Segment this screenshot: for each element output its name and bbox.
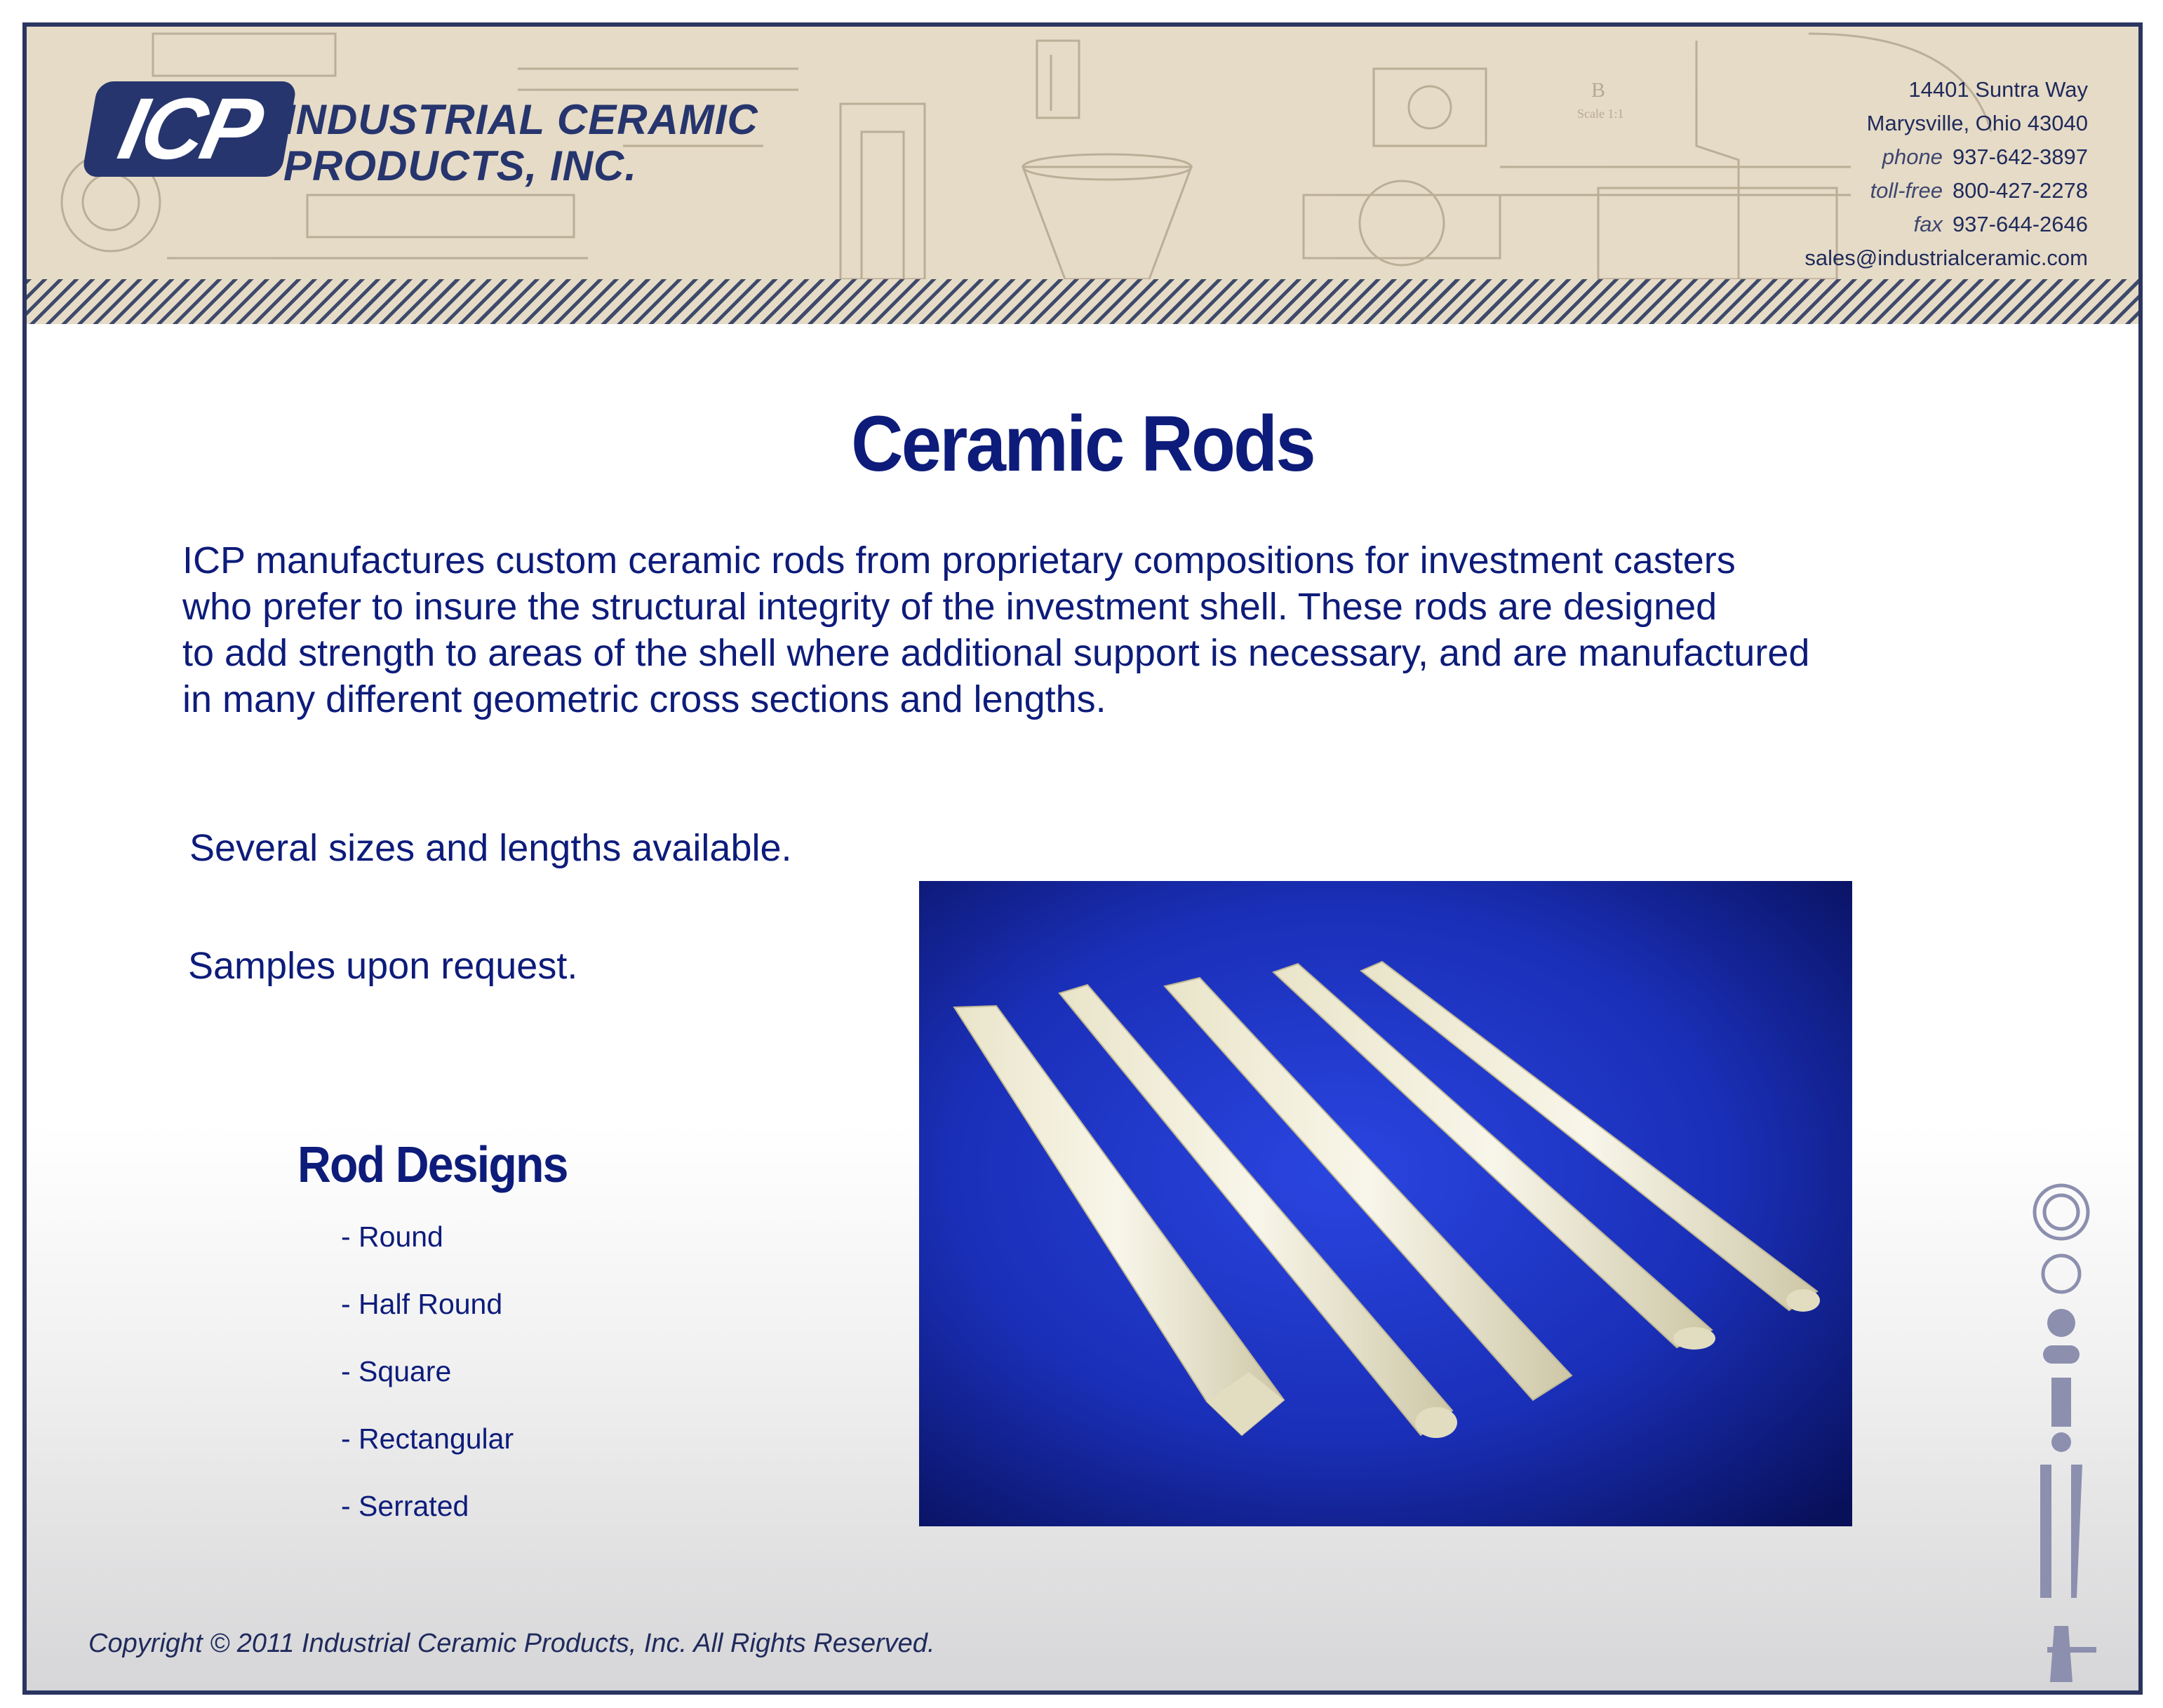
fax-label: fax: [1913, 212, 1943, 236]
address-line-1: 14401 Suntra Way: [1908, 77, 2088, 102]
sizes-note: Several sizes and lengths available.: [189, 827, 792, 869]
tollfree-row: [1804, 174, 2088, 208]
rod-designs-list: [341, 1219, 514, 1556]
rod-designs-heading: Rod Designs: [297, 1137, 568, 1193]
intro-line: in many different geometric cross sections and lengths.: [182, 678, 1106, 720]
samples-note: Samples upon request.: [188, 945, 578, 987]
blueprint-label: B: [1591, 79, 1606, 102]
ceramic-rods-photo: [919, 881, 1852, 1526]
fax-number: 937-644-2646: [1952, 212, 2088, 236]
intro-line: ICP manufactures custom ceramic rods from proprietary compositions for investment casters: [182, 539, 1736, 581]
email-link[interactable]: sales@industrialceramic.com: [1804, 246, 2088, 270]
design-item-half-round: - Half Round: [341, 1288, 503, 1320]
intro-line: to add strength to areas of the shell where additional support is necessary, and are manufactured: [182, 632, 1810, 674]
phone-number[interactable]: 937-642-3897: [1952, 144, 2088, 169]
phone-label: phone: [1882, 144, 1943, 169]
logo-text: ICP: [111, 81, 268, 177]
design-item-square: - Square: [341, 1355, 452, 1387]
tollfree-label: toll-free: [1870, 178, 1943, 203]
intro-line: who prefer to insure the structural integrity of the investment shell. These rods are designed: [182, 586, 1717, 628]
rod-profile-icons: [2026, 1163, 2096, 1682]
fax-row: [1804, 208, 2088, 241]
contact-block: [1804, 73, 2088, 275]
blueprint-scale: Scale 1:1: [1577, 107, 1624, 121]
design-item-serrated: - Serrated: [341, 1490, 469, 1522]
company-name: [283, 97, 758, 189]
page-frame: [22, 22, 2143, 1695]
intro-paragraph: [182, 537, 2035, 722]
company-line-2: PRODUCTS, INC.: [283, 142, 638, 189]
phone-row: [1804, 140, 2088, 174]
icp-logo[interactable]: [81, 81, 297, 177]
address-line-2: Marysville, Ohio 43040: [1866, 111, 2088, 135]
company-line-1: INDUSTRIAL CERAMIC: [283, 96, 758, 143]
design-item-round: - Round: [341, 1221, 443, 1253]
header-banner: [27, 27, 2138, 324]
tollfree-number[interactable]: 800-427-2278: [1952, 178, 2088, 203]
design-item-rectangular: - Rectangular: [341, 1423, 514, 1455]
hatch-band: [27, 279, 2138, 324]
page-title: Ceramic Rods: [851, 400, 1314, 487]
copyright-text: Copyright © 2011 Industrial Ceramic Products, Inc. All Rights Reserved.: [88, 1629, 935, 1658]
